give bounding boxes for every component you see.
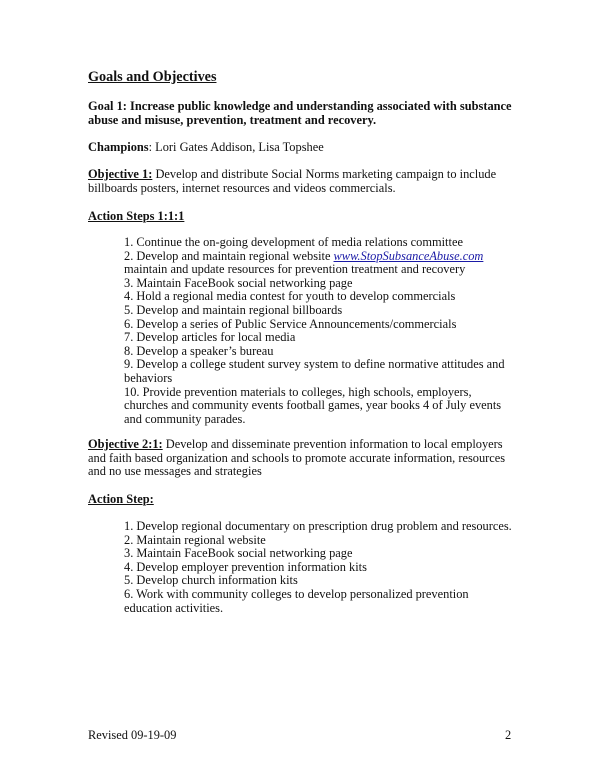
- revision-date: Revised 09-19-09: [88, 728, 177, 742]
- champions-separator: :: [148, 140, 156, 154]
- list-item: 7. Develop articles for local media: [124, 330, 296, 345]
- page-number: 2: [505, 728, 512, 742]
- action-steps-1-heading: Action Steps 1:1:1: [88, 209, 185, 223]
- list-item: 6. Develop a series of Public Service Announcements/commercials: [124, 316, 457, 331]
- objective-1-text: Develop and distribute Social Norms marketing campaign to include billboards posters, internet resources and videos commercials.: [88, 167, 497, 195]
- objective-2-label: Objective 2:1:: [88, 437, 163, 451]
- list-item: 1. Continue the on-going development of media relations committee: [124, 235, 463, 249]
- champions-names: Lori Gates Addison, Lisa Topshee: [155, 140, 324, 154]
- list-item: 4. Hold a regional media contest for youth to develop commercials: [124, 289, 456, 304]
- list-item: 3. Maintain FaceBook social networking page: [124, 275, 353, 290]
- action-steps-2-heading: Action Step:: [88, 492, 154, 506]
- list-item: maintain and update resources for prevention treatment and recovery: [124, 262, 466, 277]
- list-item: 2. Maintain regional website: [124, 532, 266, 547]
- goal-label: Goal 1: [88, 99, 123, 113]
- list-item: 5. Develop church information kits: [124, 573, 298, 588]
- list-item: 3. Maintain FaceBook social networking page: [124, 546, 353, 561]
- objective-2: [88, 438, 518, 479]
- page-title: Goals and Objectives: [88, 69, 217, 85]
- action-steps-2-list: [124, 520, 514, 615]
- objective-1-label: Objective 1:: [88, 167, 153, 181]
- list-item: 4. Develop employer prevention information kits: [124, 559, 367, 574]
- goal-separator: :: [122, 99, 130, 113]
- objective-1: [88, 168, 518, 195]
- goal-statement: [88, 100, 518, 127]
- champions-line: [88, 141, 518, 155]
- objective-2-text: Develop and disseminate prevention information to local employers and faith based organization and schools to promote accurate information, resources and no use messages and strategies: [88, 437, 506, 479]
- list-item: 9. Develop a college student survey system to define normative attitudes and behaviors: [124, 357, 505, 385]
- list-item: 6. Work with community colleges to develop personalized prevention education activities.: [124, 586, 469, 615]
- website-link[interactable]: www.StopSubsanceAbuse.com: [333, 248, 484, 263]
- action-steps-1-list: [124, 236, 514, 426]
- champions-label: Champions: [88, 140, 149, 154]
- list-item: 1. Develop regional documentary on prescription drug problem and resources.: [124, 519, 512, 533]
- goal-text: Increase public knowledge and understanding associated with substance abuse and misuse, prevention, treatment and recovery.: [88, 99, 512, 127]
- list-item: 10. Provide prevention materials to colleges, high schools, employers, churches and community events football games, year books 4 of July events and community parades.: [124, 384, 502, 426]
- list-item: 5. Develop and maintain regional billboards: [124, 302, 343, 317]
- list-item: 8. Develop a speaker’s bureau: [124, 343, 274, 358]
- list-item-text: 2. Develop and maintain regional website: [124, 248, 334, 263]
- list-item: [124, 250, 514, 264]
